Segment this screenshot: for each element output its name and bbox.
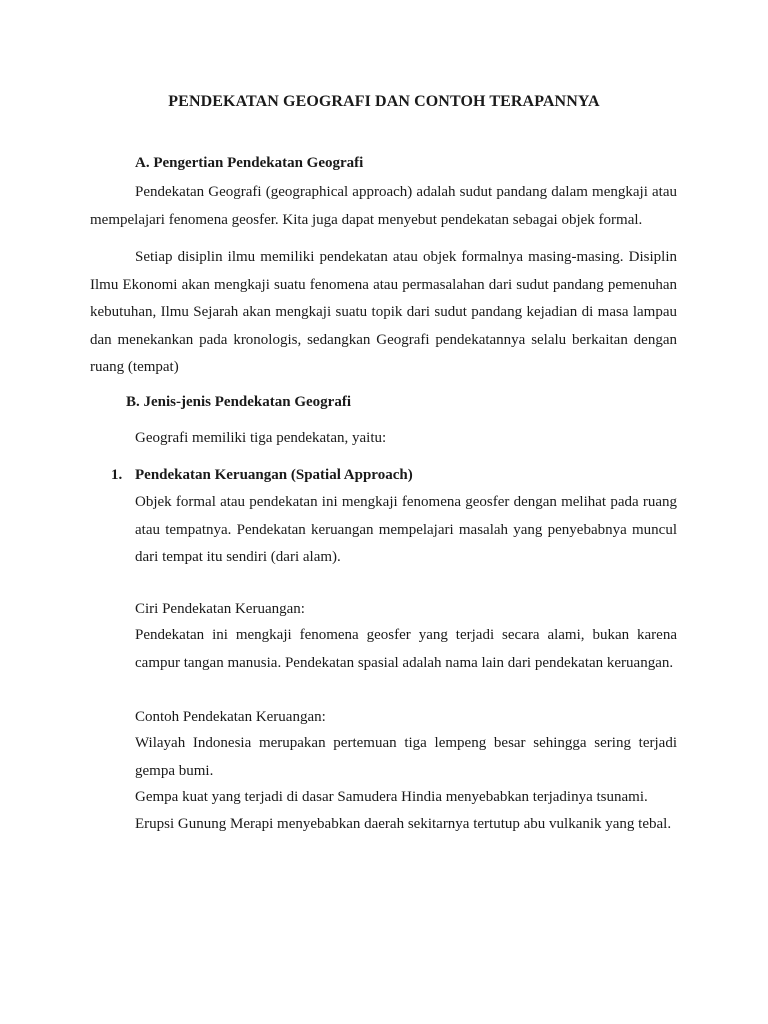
contoh-item-2: Gempa kuat yang terjadi di dasar Samudera Hindia menyebabkan terjadinya tsunami. [135,789,648,805]
section-b-heading: B. Jenis-jenis Pendekatan Geografi [126,394,351,410]
document-title: PENDEKATAN GEOGRAFI DAN CONTOH TERAPANNYA [168,93,600,110]
ciri-label: Ciri Pendekatan Keruangan: [135,601,305,617]
contoh-label: Contoh Pendekatan Keruangan: [135,709,326,725]
contoh-item-3: Erupsi Gunung Merapi menyebabkan daerah sekitarnya tertutup abu vulkanik yang tebal. [135,816,672,832]
section-a-paragraph-1: Pendekatan Geografi (geographical approach) adalah sudut pandang dalam mengkaji atau mempelajari fenomena geosfer. Kita juga dapat menyebut pendekatan sebagai objek formal. [90,184,677,228]
list-item-number: 1. [111,467,123,483]
contoh-item-1: Wilayah Indonesia merupakan pertemuan tiga lempeng besar sehingga sering terjadi gempa bumi. [135,735,677,779]
list-item-description: Objek formal atau pendekatan ini mengkaji fenomena geosfer dengan melihat pada ruang atau tempatnya. Pendekatan keruangan mempelajari masalah yang penyebabnya muncul dari tempat itu sendiri (dari alam). [135,494,677,565]
section-a-heading: A. Pengertian Pendekatan Geografi [135,155,364,171]
list-item-title: Pendekatan Keruangan (Spatial Approach) [135,467,413,483]
ciri-text: Pendekatan ini mengkaji fenomena geosfer yang terjadi secara alami, bukan karena campur tangan manusia. Pendekatan spasial adalah nama lain dari pendekatan keruangan. [135,627,677,671]
section-a-paragraph-2: Setiap disiplin ilmu memiliki pendekatan atau objek formalnya masing-masing. Disiplin Ilmu Ekonomi akan mengkaji suatu fenomena atau permasalahan dari sudut pandang pemenuhan kebutuhan, Ilmu Sejarah akan mengkaji suatu topik dari sudut pandang kejadian di masa lampau dan menekankan pada kronologis, sedangkan Geografi pendekatannya selalu berkaitan dengan ruang (tempat) [90,249,677,375]
section-b-intro: Geografi memiliki tiga pendekatan, yaitu: [135,430,387,446]
